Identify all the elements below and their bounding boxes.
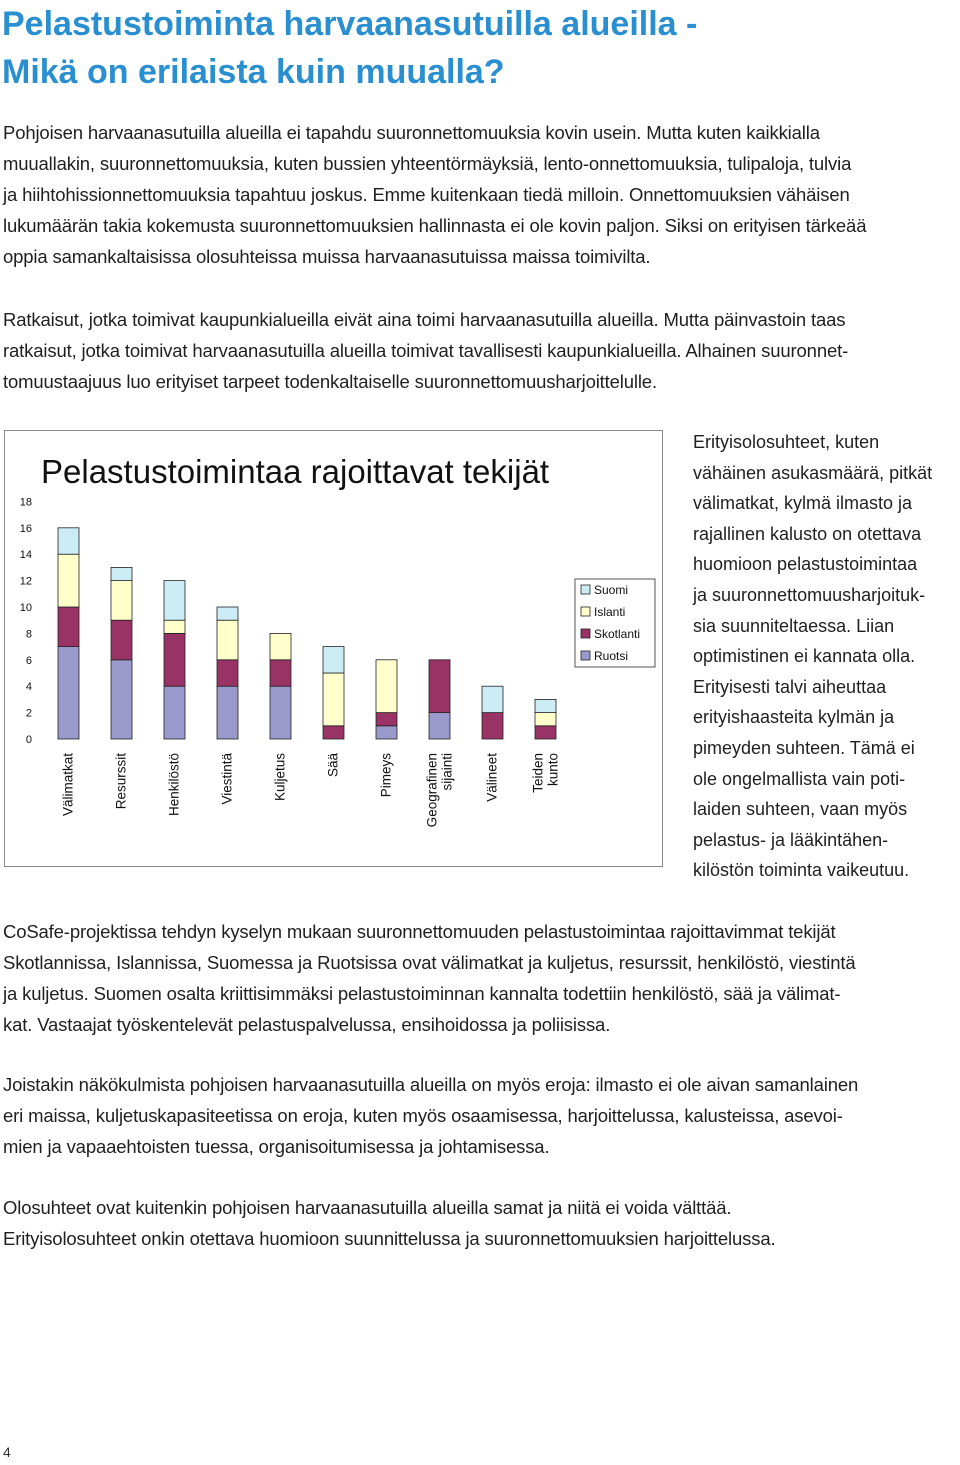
x-category-label [531,753,561,793]
category-label-line: Resurssit [113,753,129,810]
stacked-bar-chart [4,430,663,867]
text-line: Pohjoisen harvaanasutuilla alueilla ei tapahdu suuronnettomuuksia kovin usein. Mutta kuten kaikkialla [3,122,820,143]
category-label-line: Geografinen [424,753,440,828]
bar-segment-ruotsi [217,686,238,739]
text-line: välimatkat, kylmä ilmasto ja [693,493,913,514]
x-category-label [273,753,288,801]
bar-segment-skotlanti [376,713,397,726]
text-line: kat. Vastaajat työskentelevät pelastuspalvelussa, ensihoidossa ja poliisissa. [3,1014,611,1035]
text-line: lukumäärän takia kokemusta suuronnettomuuksien hallinnasta ei ole kovin paljon. Siksi on erityisen tärkeää [3,215,867,236]
second-paragraph [3,304,953,397]
bar-segment-ruotsi [376,726,397,739]
y-tick-label: 6 [25,654,32,667]
text-line: pimeyden suhteen. Tämä ei [693,737,915,758]
text-line: ja suuronnettomuusharjoituk- [693,584,926,605]
category-label-line: Henkilöstö [166,753,182,817]
category-label-line: Viestintä [219,753,235,805]
text-line: Joistakin näkökulmista pohjoisen harvaanasutuilla alueilla on myös eroja: ilmasto ei ole aivan samanlainen [3,1074,859,1095]
text-line: ja hiihtohissionnettomuuksia tapahtuu joskus. Emme kuitenkaan tiedä milloin. Onnettomuuksien vähäisen [3,184,850,205]
bar-segment-islanti [323,673,344,726]
text-line: laiden suhteen, vaan myös [693,799,908,820]
text-line: ole ongelmallista vain poti- [693,768,906,789]
bar-segment-skotlanti [217,660,238,686]
text-line: tomuustaajuus luo erityiset tarpeet todenkaltaiselle suuronnettomuusharjoittelulle. [3,371,657,392]
x-category-label [167,753,182,816]
x-category-label [220,753,235,805]
y-tick-label: 2 [25,707,32,720]
category-label-line: Teiden [530,753,546,793]
legend-label: Skotlanti [594,627,641,641]
text-line: Erityisolosuhteet, kuten [693,432,880,452]
category-label-line: kunto [545,753,561,787]
bar-segment-ruotsi [164,686,185,739]
bar-segment-suomi [164,581,185,621]
text-line: vähäinen asukasmäärä, pitkät [693,462,933,483]
bar-segment-skotlanti [323,726,344,739]
bar-segment-suomi [482,686,503,712]
bar-segment-skotlanti [429,660,450,713]
legend-label: Suomi [594,583,629,597]
bar-segment-islanti [535,713,556,726]
y-tick-label: 18 [19,496,32,509]
text-line: Skotlannissa, Islannissa, Suomessa ja Ruotsissa ovat välimatkat ja kuljetus, resurssit, henkilöstö, viestintä [3,952,856,973]
y-tick-label: 8 [25,628,32,641]
text-line: Olosuhteet ovat kuitenkin pohjoisen harvaanasutuilla alueilla samat ja niitä ei voida välttää. [3,1197,732,1218]
text-line: ratkaisut, jotka toimivat harvaanasutuilla alueilla toimivat tavallisesti kaupunkialueilla. Alhainen suuronnet- [3,340,849,361]
text-line: pelastus- ja lääkintähen- [693,829,889,850]
text-line: Erityisolosuhteet onkin otettava huomioon suunnittelussa ja suuronnettomuuksien harjoittelussa. [3,1228,776,1249]
category-label-line: Sää [325,753,341,778]
chart-canvas [5,431,662,866]
category-label-line: Kuljetus [272,753,288,802]
y-tick-label: 10 [19,602,32,614]
bar-segment-suomi [58,528,79,554]
x-category-label [114,753,129,810]
bar-segment-skotlanti [270,660,291,686]
page-title [2,0,952,96]
bar-segment-islanti [217,620,238,660]
category-label-line: Välimatkat [60,753,76,817]
text-line: huomioon pelastustoimintaa [693,554,918,575]
legend-swatch [581,629,590,638]
title-line-1: Pelastustoiminta harvaanasutuilla alueilla - [2,5,698,43]
bar-segment-ruotsi [270,686,291,739]
title-line-2: Mikä on erilaista kuin muualla? [2,53,505,91]
legend-swatch [581,607,590,616]
y-tick-label: 14 [19,549,32,562]
legend-swatch [581,585,590,594]
fourth-paragraph [3,1069,953,1162]
text-line: Ratkaisut, jotka toimivat kaupunkialueilla eivät aina toimi harvaanasutuilla alueilla. Mutta päinvastoin taas [3,309,846,330]
legend-label: Islanti [594,605,626,619]
bar-segment-skotlanti [58,607,79,647]
bar-segment-islanti [270,633,291,659]
text-line: Erityisesti talvi aiheuttaa [693,676,887,697]
bar-segment-skotlanti [482,713,503,739]
bar-segment-ruotsi [111,660,132,739]
fifth-paragraph [3,1192,953,1254]
y-tick-label: 12 [19,575,32,588]
text-line: muuallakin, suuronnettomuuksia, kuten bussien yhteentörmäyksiä, lento-onnettomuuksia, tulipaloja, tulvia [3,153,852,174]
text-line: oppia samankaltaisissa olosuhteissa muissa harvaanasutuissa maissa toimivilta. [3,246,651,267]
bar-segment-suomi [217,607,238,620]
text-line: mien ja vapaaehtoisten tuessa, organisoitumisessa ja johtamisessa. [3,1136,550,1157]
third-paragraph [3,916,953,1040]
bar-segment-islanti [58,554,79,607]
y-tick-label: 4 [25,681,32,694]
text-line: eri maissa, kuljetuskapasiteetissa on eroja, kuten myös osaamisessa, harjoittelussa, kalusteissa, asevoi- [3,1105,843,1126]
x-category-label [425,753,455,827]
bar-segment-ruotsi [429,713,450,739]
sidebar-text [693,427,958,886]
bar-segment-suomi [323,647,344,673]
text-line: erityishaasteita kylmän ja [693,707,895,728]
x-category-label [485,753,500,802]
x-category-label [61,753,76,816]
intro-paragraph [3,117,953,272]
x-category-label [379,753,394,798]
page-number: 4 [3,1444,11,1460]
bar-segment-suomi [111,567,132,580]
y-tick-label: 16 [19,522,32,535]
text-line: rajallinen kalusto on otettava [693,523,922,544]
category-label-line: sijainti [439,753,455,791]
bar-segment-skotlanti [535,726,556,739]
bar-segment-skotlanti [111,620,132,660]
bar-segment-skotlanti [164,633,185,686]
x-category-label [326,753,341,778]
bar-segment-suomi [535,699,556,712]
category-label-line: Välineet [484,753,500,802]
text-line: CoSafe-projektissa tehdyn kyselyn mukaan suuronnettomuuden pelastustoimintaa rajoittavimmat tekijät [3,921,836,942]
legend-swatch [581,651,590,660]
text-line: ja kuljetus. Suomen osalta kriittisimmäksi pelastustoiminnan kannalta todettiin henkilöstö, sää ja välimat- [3,983,841,1004]
text-line: kilöstön toiminta vaikeutuu. [693,860,910,881]
category-label-line: Pimeys [378,753,394,798]
text-line: sia suunniteltaessa. Liian [693,615,895,636]
bar-segment-islanti [376,660,397,713]
chart-title: Pelastustoimintaa rajoittavat tekijät [41,453,550,490]
bar-segment-ruotsi [58,647,79,739]
legend-label: Ruotsi [594,649,629,663]
y-tick-label: 0 [25,734,32,746]
text-line: optimistinen ei kannata olla. [693,646,916,667]
bar-segment-islanti [164,620,185,633]
bar-segment-islanti [111,581,132,621]
